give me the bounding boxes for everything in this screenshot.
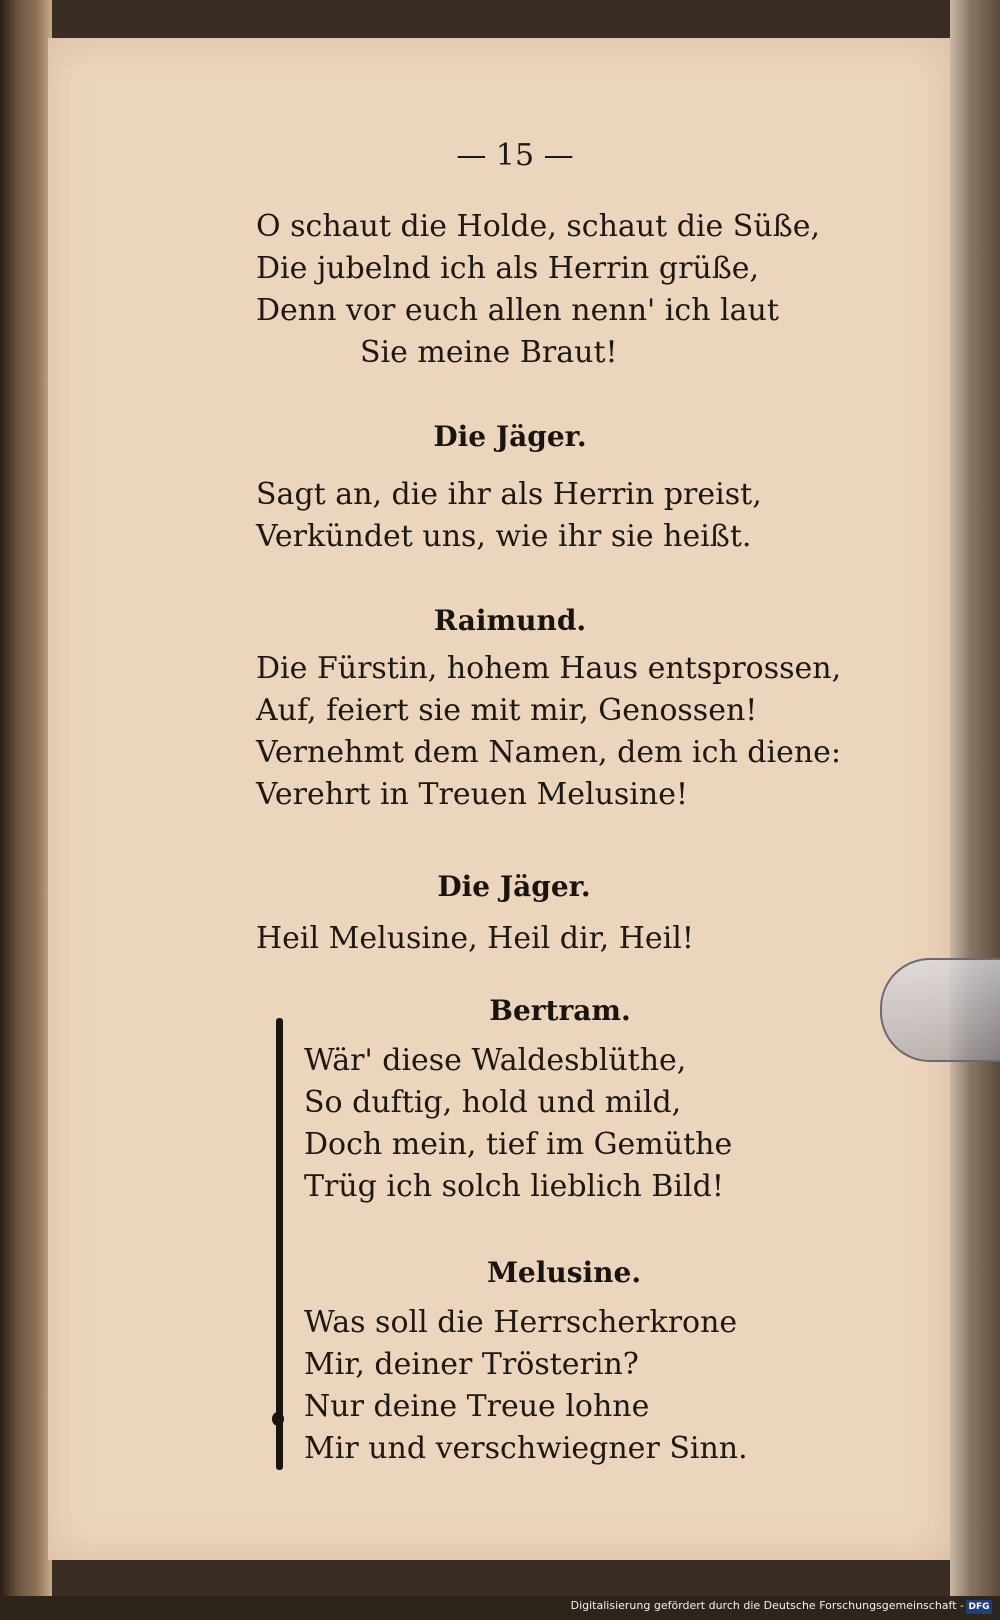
page-number: — 15 — [456,138,574,173]
verse-line: Denn vor euch allen nenn' ich laut [256,293,779,328]
stanza-bracket-notch [272,1412,284,1426]
digitization-credit: Digitalisierung gefördert durch die Deutsche Forschungsgemeinschaft - [570,1599,964,1612]
verse-line: Trüg ich solch lieblich Bild! [304,1169,724,1204]
verse-stanza-3 [256,648,841,816]
speaker-heading: Melusine. [486,1256,642,1289]
verse-line: Mir, deiner Trösterin? [304,1347,639,1382]
page-clip [880,958,1000,1062]
page-edge-shadow [950,0,1000,1620]
verse-stanza-4 [256,918,694,960]
verse-line: Wär' diese Waldesblüthe, [304,1043,687,1078]
verse-stanza-6 [304,1302,748,1470]
verse-line: Auf, feiert sie mit mir, Genossen! [256,693,758,728]
dfg-logo: DFG [966,1600,992,1614]
verse-stanza-1 [256,206,820,374]
verse-line: Mir und verschwiegner Sinn. [304,1431,748,1466]
verse-line: Vernehmt dem Namen, dem ich diene: [256,735,842,770]
verse-line: Verehrt in Treuen Melusine! [256,777,689,812]
verse-stanza-5 [304,1040,732,1208]
verse-line: Die Fürstin, hohem Haus entsprossen, [256,651,842,686]
verse-line: O schaut die Holde, schaut die Süße, [256,209,820,244]
verse-line: So duftig, hold und mild, [304,1085,682,1120]
verse-stanza-2 [256,474,762,558]
verse-line: Sie meine Braut! [360,335,618,370]
stanza-bracket [276,1018,283,1470]
verse-line: Was soll die Herrscherkrone [304,1305,738,1340]
speaker-heading: Bertram. [489,994,631,1027]
verse-line: Sagt an, die ihr als Herrin preist, [256,477,762,512]
verse-line: Heil Melusine, Heil dir, Heil! [256,921,694,956]
book-spine-edge [0,0,52,1620]
verse-line: Doch mein, tief im Gemüthe [304,1127,733,1162]
verse-line: Nur deine Treue lohne [304,1389,650,1424]
speaker-heading: Die Jäger. [433,420,587,453]
verse-line: Verkündet uns, wie ihr sie heißt. [256,519,752,554]
speaker-heading: Raimund. [433,604,587,637]
verse-line: Die jubelnd ich als Herrin grüße, [256,251,760,286]
speaker-heading: Die Jäger. [437,870,591,903]
